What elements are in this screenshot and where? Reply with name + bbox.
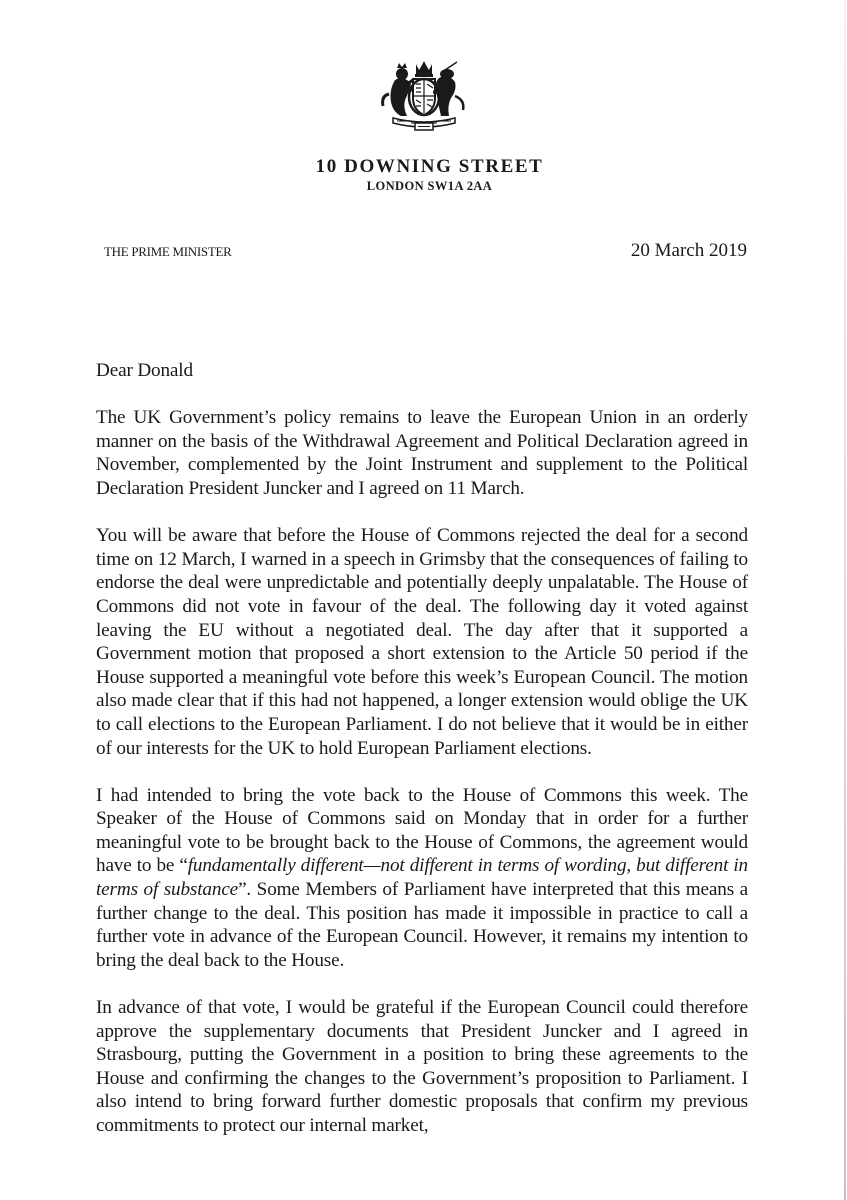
royal-coat-of-arms-icon: [375, 60, 473, 132]
paragraph-3-part2: ”. Some Members of Parliament have interpreted that this means a further change to the deal. This position has made it impossible in practice to call a further vote in advance of the European Council. However, it remains my intention to bring the deal back to the House.: [96, 879, 748, 971]
paragraph-3: [96, 784, 748, 973]
letterhead-address-line1: 10 DOWNING STREET: [315, 156, 544, 177]
paragraph-2: You will be aware that before the House of Commons rejected the deal for a second time on 12 March, I warned in a speech in Grimsby that the consequences of failing to endorse the deal were unpredictable and potentially deeply unpalatable. The House of Commons did not vote in favour of the deal. The following day it voted against leaving the EU without a negotiated deal. The day after that it supported a Government motion that proposed a short extension to the Article 50 period if the House supported a meaningful vote before this week’s European Council. The motion also made clear that if this had not happened, a longer extension would oblige the UK to call elections to the European Parliament. I do not believe that it would be in either of our interests for the UK to hold European Parliament elections.: [96, 525, 748, 759]
speaker-quote: fundamentally different—not different in terms of wording, but different in terms of substance: [96, 855, 748, 901]
letter-body: [96, 359, 748, 1161]
paragraph-4: In advance of that vote, I would be grateful if the European Council could therefore approve the supplementary documents that President Juncker and I agreed in Strasbourg, putting the Government in a position to bring these agreements to the House and confirming the changes to the Government’s proposition to Parliament. I also intend to bring forward further domestic proposals that confirm my previous commitments to protect our internal market,: [96, 997, 748, 1136]
paragraph-3-part1: I had intended to bring the vote back to the House of Commons this week. The Speaker of the House of Commons said on Monday that in order for a further meaningful vote to be brought back to the House of Commons, the agreement would have to be “: [96, 784, 748, 877]
salutation: Dear Donald: [96, 360, 193, 381]
paragraph-1: The UK Government’s policy remains to leave the European Union in an orderly manner on the basis of the Withdrawal Agreement and Political Declaration agreed in November, complemented by the Joint Instrument and supplement to the Political Declaration President Juncker and I agreed on 11 March.: [96, 407, 748, 499]
letter-date: 20 March 2019: [630, 240, 747, 261]
letterhead-address-line2: LONDON SW1A 2AA: [366, 179, 493, 193]
letterhead: [0, 156, 847, 194]
sender-title: THE PRIME MINISTER: [104, 244, 232, 259]
